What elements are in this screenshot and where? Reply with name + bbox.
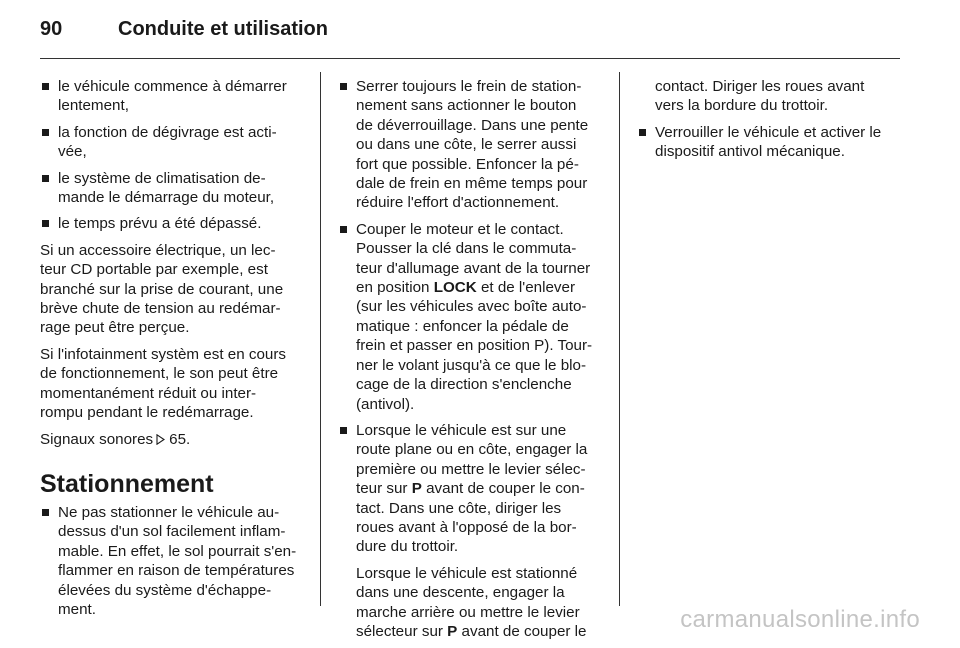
p-position-label: P — [411, 480, 422, 498]
list-item: Verrouiller le véhicule et activer le dispositif antivol mécanique. — [637, 123, 897, 162]
reference-page: 65. — [169, 430, 191, 448]
lock-position-label: LOCK — [433, 279, 477, 297]
column-3 — [637, 77, 897, 169]
sub-paragraph: Lorsque le véhicule est stationné dans une descente, engager la marche arrière ou mettre le levier sélecteur sur P avant de couper le — [356, 564, 587, 640]
list-item: Couper le moteur et le contact. Pousser la clé dans le commuta- teur d'allumage avant de la tourner en position LOCK et de l'enlever (sur les véhicules avec boîte auto- matique : enfoncer la pédale de frein et passer en position P). Tour- ner le volant jusqu'à ce que le blo- cage de la direction s'enclenche (antivol). — [338, 220, 608, 414]
watermark: carmanualsonline.info — [680, 606, 920, 633]
column-divider-1 — [320, 72, 321, 606]
page-reference-arrow-icon — [156, 434, 165, 445]
list-item: le véhicule commence à démarrer lentement, — [40, 77, 310, 116]
section-heading-parking: Stationnement — [40, 469, 214, 498]
paragraph-infotainment: Si l'infotainment systèm est en cours de fonctionnement, le son peut être momentanément réduit ou inter- rompu pendant le redémarrage. — [40, 345, 287, 422]
page-number: 90 — [40, 18, 63, 40]
continuation-text: contact. Diriger les roues avant vers la bordure du trottoir. — [655, 78, 865, 115]
reference-text: Signaux sonores — [40, 430, 154, 448]
cross-reference[interactable] — [40, 430, 310, 449]
list-item: Serrer toujours le frein de station- nement sans actionner le bouton de déverrouillage. Dans une pente ou dans une côte, le serrer aussi fort que possible. Enfoncer la pé- dale de frein en même temps pour réduire l'effort d'actionnement. — [338, 77, 608, 213]
list-item: la fonction de dégivrage est acti- vée, — [40, 123, 310, 162]
column-2 — [338, 77, 608, 648]
column-1 — [40, 77, 310, 626]
column-divider-2 — [619, 72, 620, 606]
list-item: Lorsque le véhicule est sur une route plane ou en côte, engager la première ou mettre le levier sélec- teur sur P avant de couper le con- tact. Dans une côte, diriger les roues avant à l'opposé de la bor- dure du trottoir. Lorsque le véhicule est stationné dans une descente, engager la marche arrière ou mettre le levier sélecteur sur P avant de couper le — [338, 421, 608, 641]
list-item: le système de climatisation de- mande le démarrage du moteur, — [40, 169, 310, 208]
paragraph-accessory: Si un accessoire électrique, un lec- teur CD portable par exemple, est branché sur la prise de courant, une brève chute de tension au redémar- rage peut être perçue. — [40, 241, 284, 337]
list-item: le temps prévu a été dépassé. — [40, 214, 310, 233]
header-rule — [40, 58, 900, 59]
p-position-label: P — [447, 622, 458, 640]
section-title: Conduite et utilisation — [118, 18, 328, 40]
list-item: Ne pas stationner le véhicule au- dessus d'un sol facilement inflam- mable. En effet, le sol pourrait s'en- flammer en raison de températures élevées du système d'échappe- ment. — [40, 503, 310, 619]
